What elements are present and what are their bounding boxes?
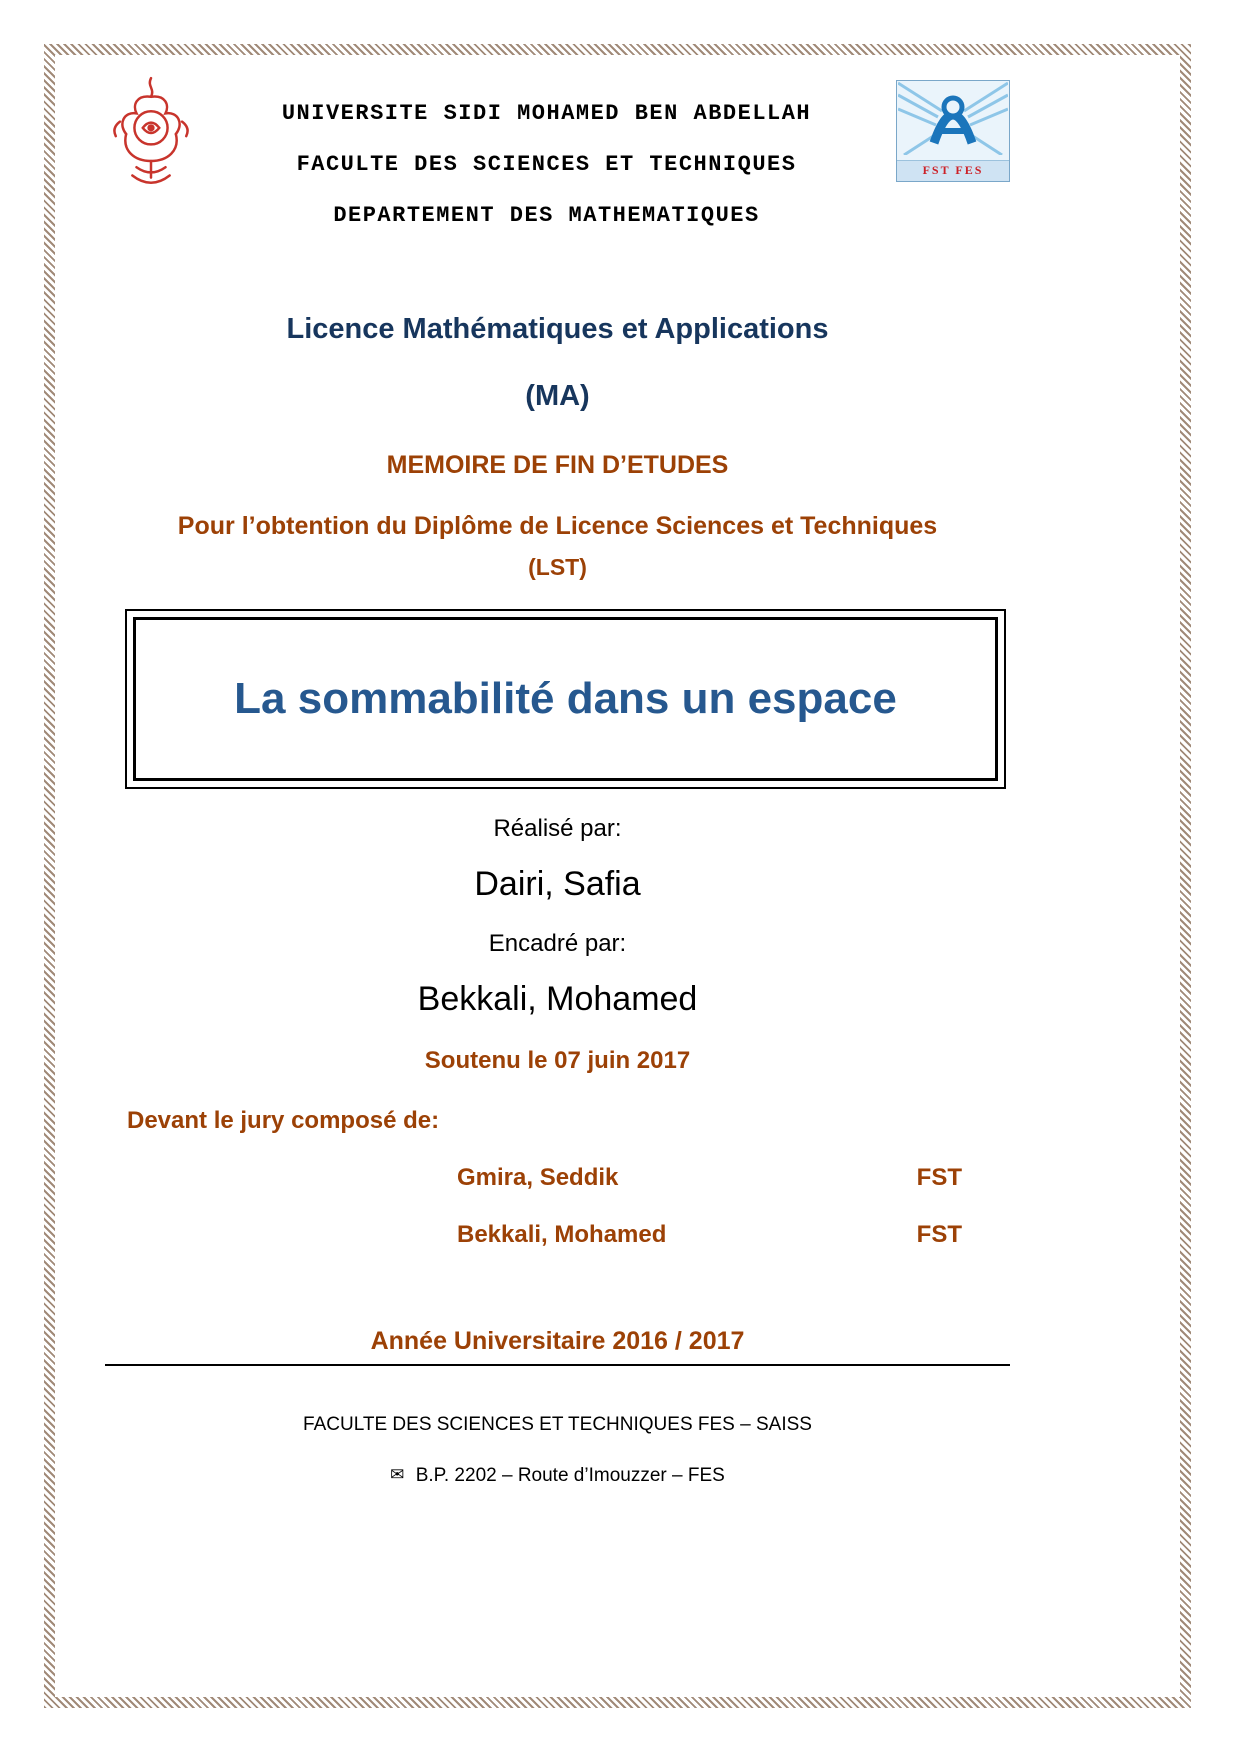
thesis-title-box-inner	[133, 617, 998, 781]
memoire-abbreviation: (LST)	[528, 554, 587, 580]
thesis-title: La sommabilité dans un espace	[234, 674, 897, 723]
divider-line	[105, 1364, 1010, 1366]
supervisor-name: Bekkali, Mohamed	[417, 980, 698, 1018]
fst-logo-graphic	[898, 81, 1008, 155]
fst-fes-logo	[896, 80, 1010, 182]
defense-date: Soutenu le 07 juin 2017	[424, 1047, 691, 1074]
footer-address-text: B.P. 2202 – Route d’Imouzzer – FES	[415, 1465, 725, 1486]
thesis-title-box	[125, 609, 1006, 789]
institution-header	[197, 68, 896, 241]
jury-member-name: Bekkali, Mohamed	[457, 1221, 667, 1248]
university-name: UNIVERSITE SIDI MOHAMED BEN ABDELLAH	[281, 101, 812, 126]
fst-logo-caption: FST FES	[897, 160, 1009, 181]
footer-faculty-line: FACULTE DES SCIENCES ET TECHNIQUES FES – SAISS	[303, 1414, 812, 1435]
jury-member-name: Gmira, Seddik	[457, 1164, 619, 1191]
memoire-subtitle: Pour l’obtention du Diplôme de Licence Sciences et Techniques	[177, 512, 938, 540]
mail-icon: ✉	[390, 1465, 405, 1484]
jury-member-affiliation: FST	[916, 1164, 962, 1191]
jury-row	[457, 1221, 962, 1249]
program-name: Licence Mathématiques et Applications	[286, 313, 829, 345]
university-emblem-icon	[105, 74, 197, 190]
academic-year: Année Universitaire 2016 / 2017	[370, 1327, 745, 1355]
jury-label: Devant le jury composé de:	[127, 1107, 440, 1134]
header-row	[105, 68, 1010, 241]
cover-content	[105, 68, 1010, 1487]
realise-par-label: Réalisé par:	[493, 815, 622, 842]
footer-address-line	[105, 1465, 1010, 1487]
department-name: DEPARTEMENT DES MATHEMATIQUES	[333, 203, 760, 228]
program-abbreviation: (MA)	[525, 380, 590, 412]
author-name: Dairi, Safia	[474, 865, 641, 903]
jury-row	[457, 1164, 962, 1192]
university-emblem-logo	[105, 74, 197, 195]
faculty-name: FACULTE DES SCIENCES ET TECHNIQUES	[296, 152, 797, 177]
jury-member-affiliation: FST	[916, 1221, 962, 1248]
memoire-heading: MEMOIRE DE FIN D’ETUDES	[386, 451, 729, 479]
encadre-par-label: Encadré par:	[488, 930, 627, 957]
